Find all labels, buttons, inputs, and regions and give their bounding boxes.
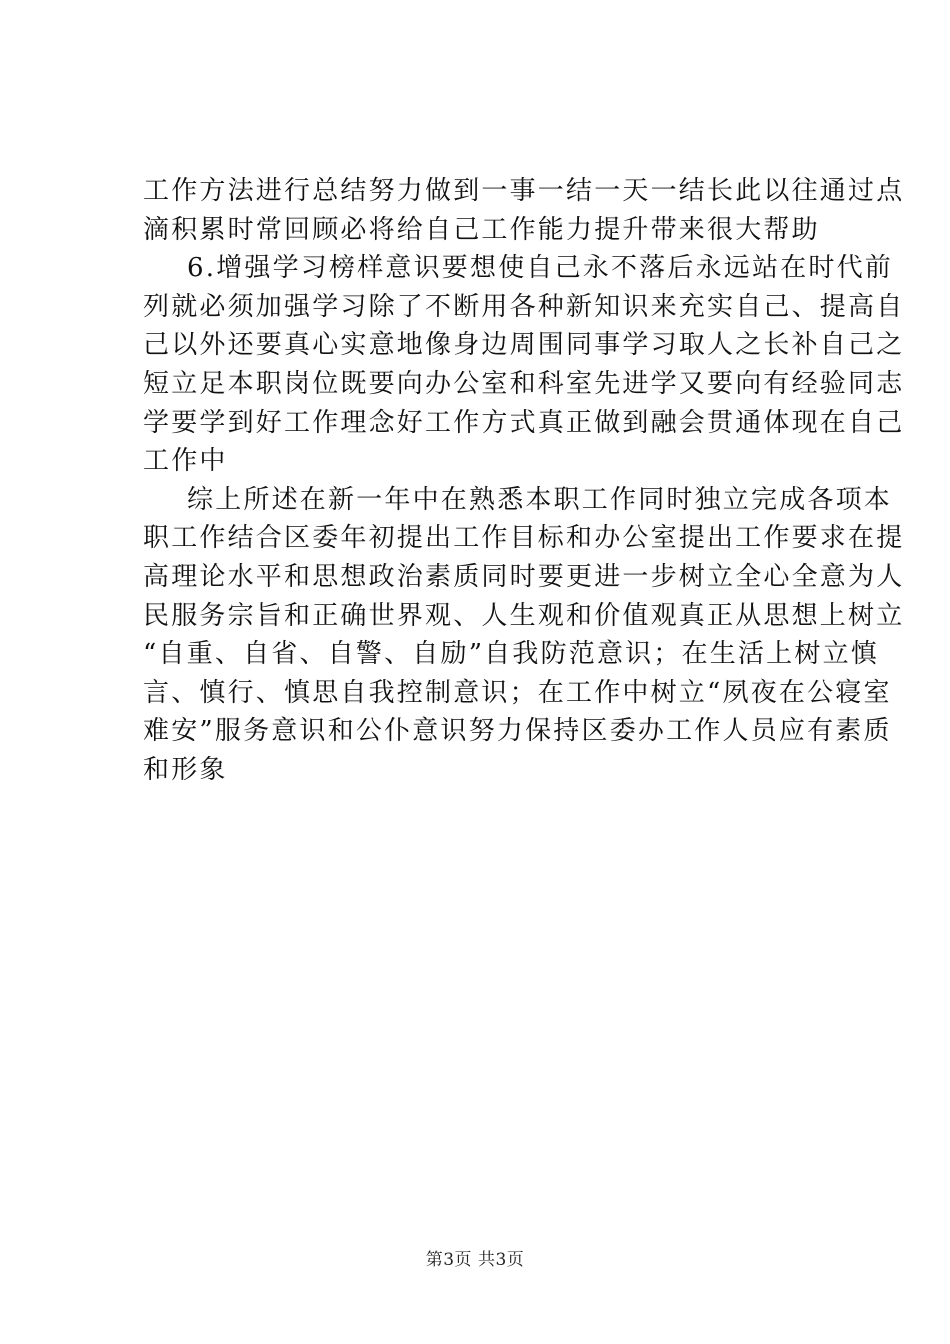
- text-line: 工作中: [143, 446, 228, 477]
- text-line: 滴积累时常回顾必将给自己工作能力提升带来很大帮助: [143, 214, 820, 245]
- document-body: [143, 172, 905, 790]
- text-line: 短立足本职岗位既要向办公室和科室先进学又要向有经验同志: [143, 368, 905, 399]
- text-line: 列就必须加强学习除了不断用各种新知识来充实自己、提高自: [143, 291, 905, 322]
- text-line: “自重、自省、自警、自励”自我防范意识；在生活上树立慎: [143, 639, 879, 670]
- text-line: 职工作结合区委年初提出工作目标和办公室提出工作要求在提: [143, 523, 905, 554]
- text-line: 工作方法进行总结努力做到一事一结一天一结长此以往通过点: [143, 176, 905, 206]
- text-line: 民服务宗旨和正确世界观、人生观和价值观真正从思想上树立: [143, 600, 905, 631]
- text-line: 综上所述在新一年中在熟悉本职工作同时独立完成各项本: [187, 484, 893, 515]
- text-line: 言、慎行、慎思自我控制意识；在工作中树立“夙夜在公寝室: [143, 677, 892, 708]
- text-line: 己以外还要真心实意地像身边周围同事学习取人之长补自己之: [143, 330, 905, 361]
- page-number-footer: 第3页 共3页: [425, 1250, 525, 1270]
- text-line: 高理论水平和思想政治素质同时要更进一步树立全心全意为人: [143, 561, 905, 592]
- text-line: 学要学到好工作理念好工作方式真正做到融会贯通体现在自己: [143, 407, 905, 438]
- text-line: 6.增强学习榜样意识要想使自己永不落后永远站在时代前: [187, 253, 894, 284]
- text-line: 难安”服务意识和公仆意识努力保持区委办工作人员应有素质: [143, 716, 892, 747]
- text-line: 和形象: [143, 754, 228, 785]
